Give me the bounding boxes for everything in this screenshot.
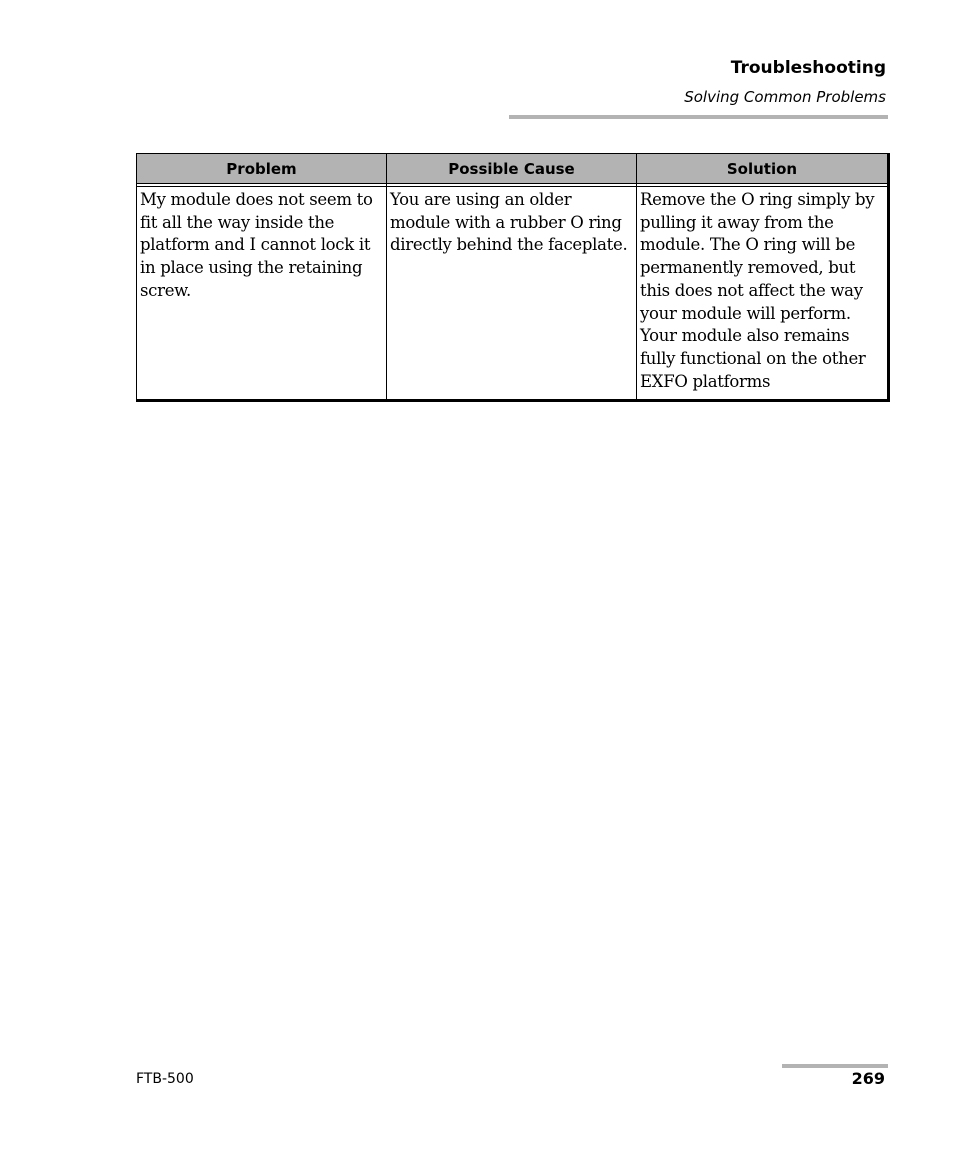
column-header-possible-cause: Possible Cause bbox=[387, 154, 637, 184]
table-header-row bbox=[137, 154, 889, 184]
solution-cell: Remove the O ring simply by pulling it away from the module. The O ring will be permanently removed, but this does not affect the way your module will perform. Your module also remains fully functional on the other EXFO platforms bbox=[637, 187, 889, 401]
column-header-problem: Problem bbox=[137, 154, 387, 184]
footer-divider bbox=[782, 1064, 888, 1068]
product-name: FTB-500 bbox=[136, 1071, 194, 1087]
troubleshooting-table bbox=[136, 153, 890, 402]
section-title: Troubleshooting bbox=[730, 58, 886, 78]
problem-cell: My module does not seem to fit all the way inside the platform and I cannot lock it in place using the retaining screw. bbox=[137, 187, 387, 401]
page-number: 269 bbox=[851, 1069, 885, 1088]
header-divider bbox=[509, 115, 888, 119]
cause-cell: You are using an older module with a rubber O ring directly behind the faceplate. bbox=[387, 187, 637, 401]
table-row bbox=[137, 187, 889, 401]
column-header-solution: Solution bbox=[637, 154, 889, 184]
section-subtitle: Solving Common Problems bbox=[684, 88, 886, 106]
